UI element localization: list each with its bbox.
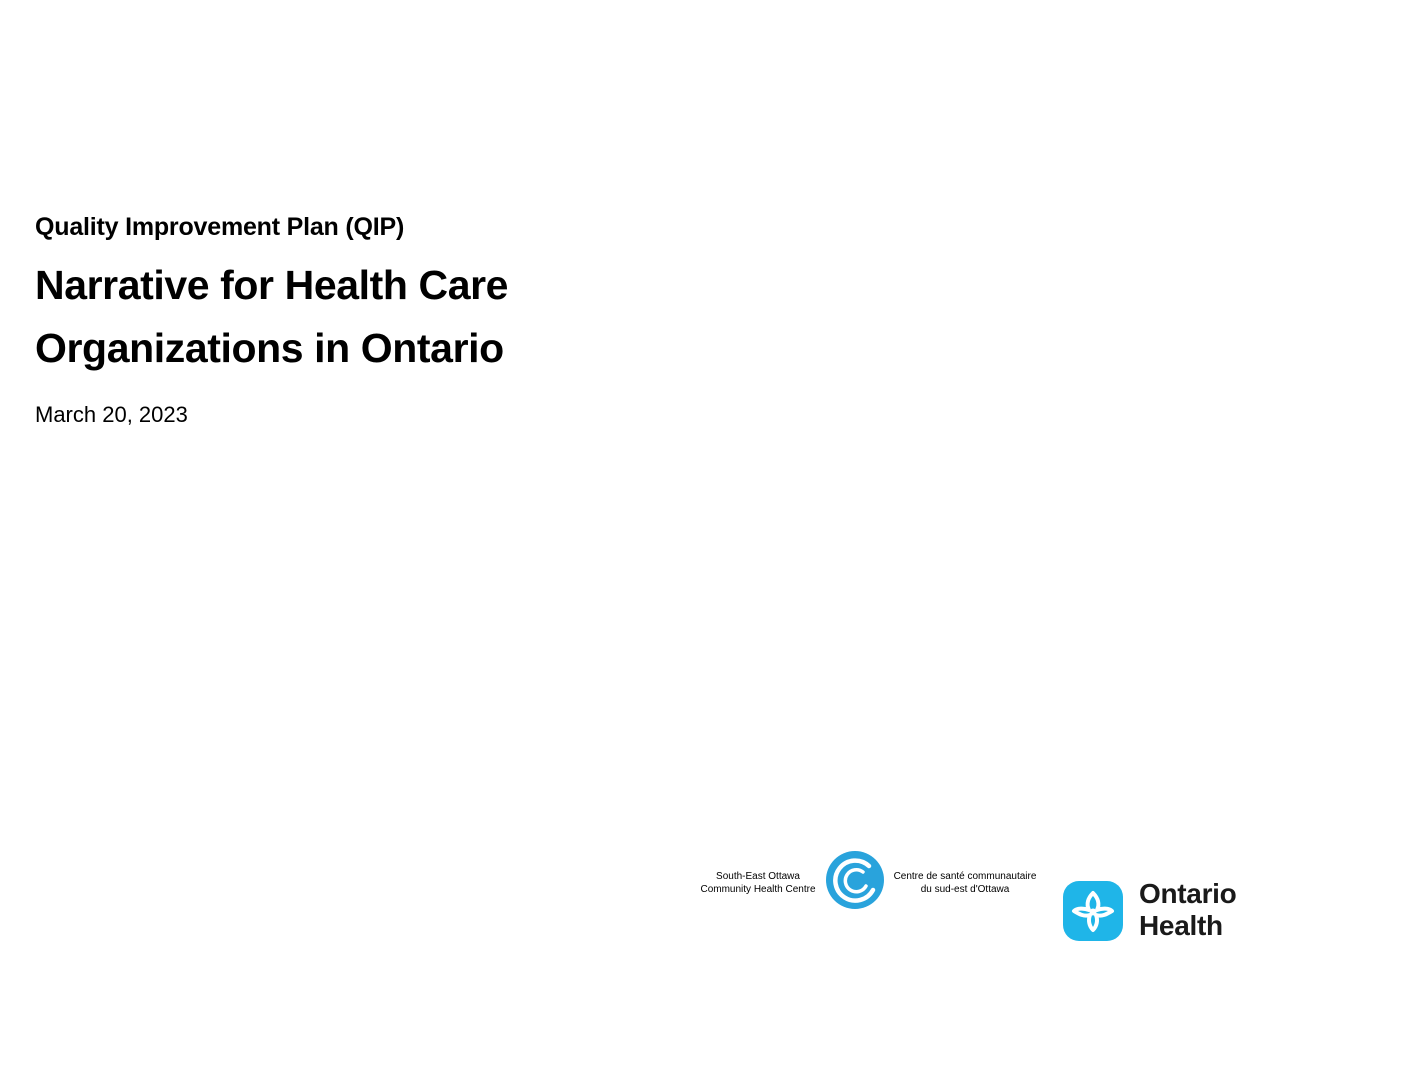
seochc-name-fr [890,870,1040,896]
ontario-trillium-icon [1062,880,1124,942]
cover-title-block [35,208,675,430]
ontario-health-logo [1062,878,1282,944]
seochc-logo [690,848,1050,914]
seochc-name-en [690,870,826,896]
document-title-line2: Organizations in Ontario [35,325,504,371]
document-date: March 20, 2023 [35,402,188,427]
seochc-swirl-icon [825,850,885,910]
seochc-name-en-line2: Community Health Centre [700,884,816,895]
document-subtitle: Quality Improvement Plan (QIP) [35,213,405,241]
ontario-health-line1: Ontario [1139,878,1237,909]
seochc-name-en-line1: South-East Ottawa [716,871,800,882]
document-title [35,254,675,380]
seochc-name-fr-line2: du sud-est d'Ottawa [920,884,1010,895]
document-title-line1: Narrative for Health Care [35,262,509,308]
ontario-health-line2: Health [1139,910,1223,941]
seochc-name-fr-line1: Centre de santé communautaire [893,871,1037,882]
ontario-health-wordmark [1139,878,1236,942]
